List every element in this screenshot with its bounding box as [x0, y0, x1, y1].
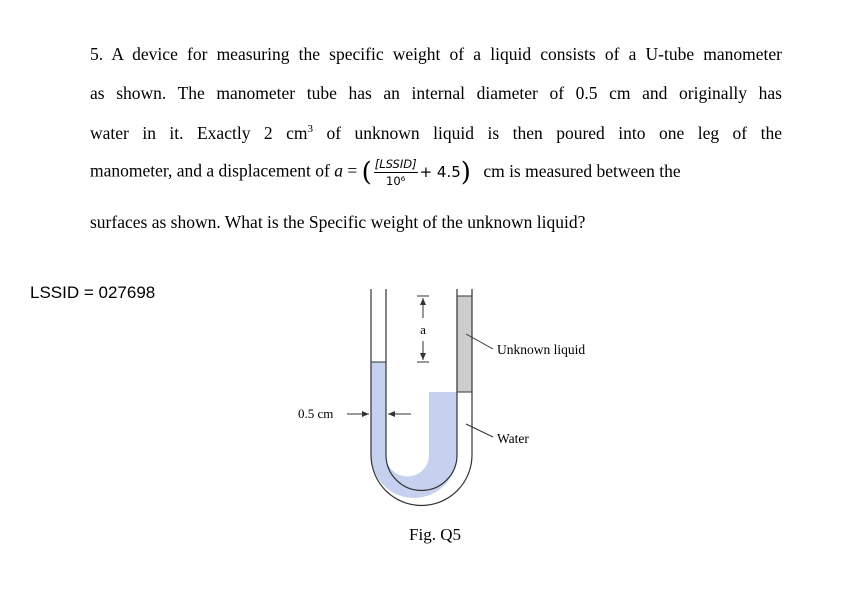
plus-term: + 4.5: [419, 163, 461, 182]
figure-caption: Fig. Q5: [409, 525, 461, 544]
fraction-numerator: [LSSID]: [374, 157, 417, 171]
label-a: a: [420, 322, 426, 337]
line4-text-a: manometer, and a displacement of: [90, 160, 335, 181]
problem-line-1: 5. A device for measuring the specific weight of a liquid consists of a U-tube manometer: [90, 44, 782, 64]
right-paren: ): [460, 157, 471, 188]
variable-a: a: [334, 160, 343, 181]
fraction-denominator: 10⁶: [386, 173, 406, 188]
label-diameter: 0.5 cm: [298, 406, 334, 421]
water-fill: [371, 362, 457, 498]
line3-text-b: of unknown liquid is then poured into one leg of the: [313, 122, 782, 143]
left-paren: (: [361, 157, 372, 188]
line3-text-a: water in it. Exactly 2 cm: [90, 122, 308, 143]
water-leader-line: [466, 424, 493, 437]
label-water: Water: [497, 431, 529, 446]
equals-sign: =: [342, 160, 362, 181]
cube-superscript: 3: [307, 123, 314, 135]
problem-line-2: as shown. The manometer tube has an internal diameter of 0.5 cm and originally has: [90, 83, 782, 103]
lssid-label: LSSID = 027698: [30, 283, 156, 302]
label-unknown-liquid: Unknown liquid: [497, 342, 586, 357]
problem-line-5: surfaces as shown. What is the Specific weight of the unknown liquid?: [90, 212, 586, 232]
unknown-liquid-fill: [457, 296, 472, 392]
line4-text-b: cm is measured between the: [483, 160, 681, 181]
